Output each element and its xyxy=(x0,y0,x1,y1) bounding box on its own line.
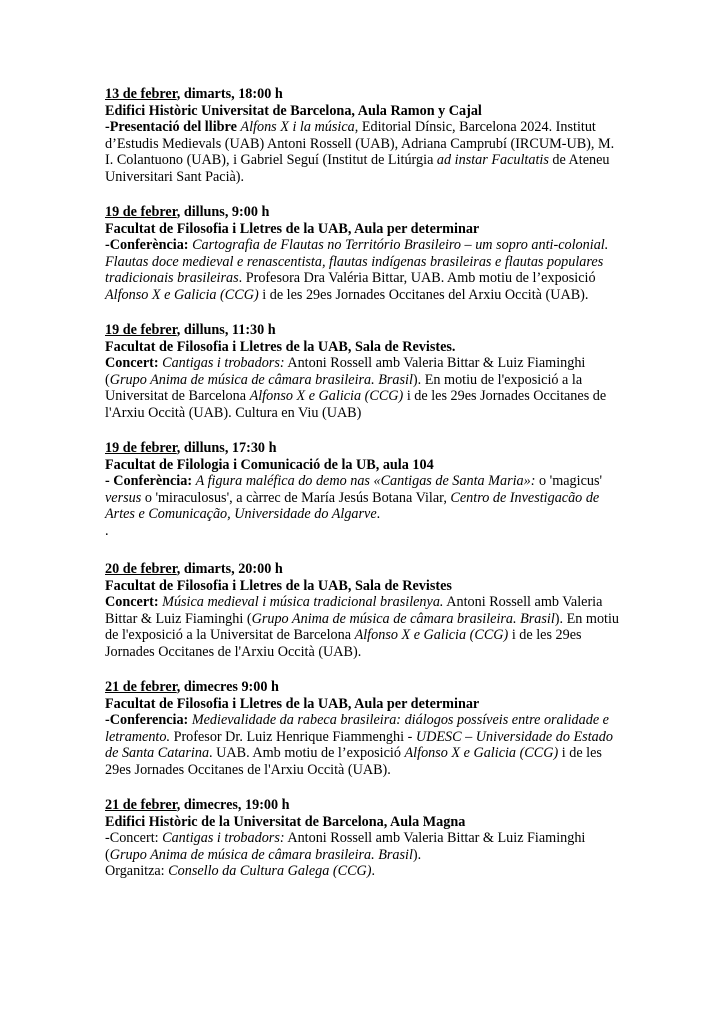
event-date: 21 de febrer xyxy=(105,679,177,695)
event-description xyxy=(105,594,623,660)
event-dateline xyxy=(105,679,623,696)
exhibition-title: Alfonso X e Galicia (CCG) xyxy=(249,388,404,404)
event-entry xyxy=(105,797,623,880)
organizer-name: Consello da Cultura Galega (CCG) xyxy=(168,863,372,879)
event-description xyxy=(105,830,623,863)
event-text: Antoni Rossell amb Valeria Bittar & Luiz Fiaminghi ( xyxy=(105,594,603,627)
event-time: , dilluns, 11:30 h xyxy=(176,322,276,338)
document-page xyxy=(105,86,623,899)
lecture-title: Cartografia de Flautas no Território Brasileiro – um sopro anti-colonial. Flautas doce medieval e renascentista, flautas indígenas brasileiras e flautas populares tradicionais brasileiras xyxy=(105,237,609,286)
event-description xyxy=(105,119,623,185)
event-description xyxy=(105,712,623,778)
event-type-label: - Conferència: xyxy=(105,473,193,489)
lecture-title: Medievalidade da rabeca brasileira: diálogos possíveis entre oralidade e letramento. xyxy=(105,712,609,745)
spacer xyxy=(105,549,623,561)
event-entry xyxy=(105,322,623,421)
event-time: , dilluns, 17:30 h xyxy=(176,440,277,456)
institution-name: Centro de Investigacão de Artes e Comunicação xyxy=(105,489,600,522)
event-text: o 'miraculosus', a càrrec de María Jesús Botana Vilar, xyxy=(141,489,451,506)
concert-title: Música medieval i música tradicional brasilenya. xyxy=(162,594,444,610)
event-time: , dilluns, 9:00 h xyxy=(176,204,270,220)
event-type-label: -Conferència: xyxy=(105,237,189,253)
event-date: 19 de febrer xyxy=(105,322,177,338)
event-dateline xyxy=(105,322,623,339)
organizer-line xyxy=(105,863,623,880)
event-dateline xyxy=(105,204,623,221)
event-entry xyxy=(105,679,623,778)
event-text: Antoni Rossell amb Valeria Bittar & Luiz Fiaminghi ( xyxy=(105,355,586,388)
lecture-title: A figura maléfica do demo nas «Cantigas de Santa Maria»: xyxy=(195,473,536,489)
event-dateline xyxy=(105,797,623,814)
exhibition-title: Alfonso X e Galicia (CCG) xyxy=(404,745,559,761)
event-dateline xyxy=(105,86,623,103)
concert-title: Cantigas i trobadors: xyxy=(162,355,285,371)
event-text: , Editorial Dínsic, Barcelona 2024. Institut d’Estudis Medievals (UAB) Antoni Rossell (UAB), Adriana Camprubí (IRCUM-UB), M. I. Colantuono (UAB), i Gabriel Seguí (Institut de Litúrgia xyxy=(105,119,615,168)
event-venue: Facultat de Filosofia i Lletres de la UAB, Aula per determinar xyxy=(105,220,480,237)
event-text: i de les 29es Jornades Occitanes del Arxiu Occità (UAB). xyxy=(258,286,589,303)
event-date: 19 de febrer xyxy=(105,204,177,220)
event-type-label: -Conferencia: xyxy=(105,712,189,728)
university-name: UDESC – Universidade do Estado de Santa Catarina xyxy=(105,728,613,761)
event-text: i de les 29es Jornades Occitanes de l'Arxiu Occità (UAB). Cultura en Viu (UAB) xyxy=(105,388,607,421)
event-italic-text: versus xyxy=(105,489,142,506)
event-entry xyxy=(105,204,623,303)
event-text: . xyxy=(376,506,381,522)
event-text: Profesor Dr. Luiz Henrique Fiammenghi - xyxy=(170,728,416,745)
ensemble-name: Grupo Anima de música de câmara brasileira. Brasil xyxy=(251,610,555,627)
event-dateline xyxy=(105,561,623,578)
event-text: ). En motiu de l'exposició a la Universitat de Barcelona xyxy=(105,371,583,404)
event-text: o 'magicus' xyxy=(535,473,603,489)
ensemble-name: Grupo Anima de música de câmara brasileira. Brasil xyxy=(109,846,413,863)
event-text: de Ateneu Universitari Sant Pacià). xyxy=(105,152,610,185)
event-text: ). xyxy=(412,846,422,863)
event-venue: Facultat de Filosofia i Lletres de la UAB, Aula per determinar xyxy=(105,695,480,712)
event-text: i de les 29es Jornades Occitanes de l'Arxiu Occità (UAB). xyxy=(105,627,582,660)
organizer-label: Organitza: xyxy=(105,863,169,879)
event-description xyxy=(105,473,623,523)
event-time: , dimecres 9:00 h xyxy=(176,679,279,695)
event-text: Antoni Rossell amb Valeria Bittar & Luiz Fiaminghi ( xyxy=(105,830,586,863)
event-text: i de les 29es Jornades Occitanes de l'Arxiu Occità (UAB). xyxy=(105,745,602,778)
event-time: , dimarts, 20:00 h xyxy=(176,561,283,577)
event-dateline xyxy=(105,440,623,457)
event-description xyxy=(105,355,623,421)
event-entry xyxy=(105,561,623,660)
ensemble-name: Grupo Anima de música de câmara brasileira. Brasil xyxy=(109,371,413,388)
event-venue: Facultat de Filologia i Comunicació de la UB, aula 104 xyxy=(105,456,434,473)
event-text: . xyxy=(371,863,376,879)
university-name: Universidade do Algarve xyxy=(234,506,377,522)
event-text: . UAB. Amb motiu de l’exposició xyxy=(209,745,405,761)
event-type-label: Concert: xyxy=(105,355,159,371)
event-venue: Facultat de Filosofia i Lletres de la UAB, Sala de Revistes xyxy=(105,577,452,594)
concert-title: Cantigas i trobadors: xyxy=(162,830,285,846)
event-italic-text: , xyxy=(227,506,235,522)
event-entry xyxy=(105,440,623,539)
event-venue: Edifici Històric de la Universitat de Barcelona, Aula Magna xyxy=(105,813,466,830)
event-type-label: -Concert: xyxy=(105,830,163,846)
event-venue: Edifici Històric Universitat de Barcelona, Aula Ramon y Cajal xyxy=(105,102,482,119)
event-type-label: Concert: xyxy=(105,594,159,610)
event-date: 21 de febrer xyxy=(105,797,177,813)
exhibition-title: Alfonso X e Galicia (CCG) xyxy=(105,286,259,303)
book-title: Alfons X i la música xyxy=(240,119,355,135)
event-time: , dimarts, 18:00 h xyxy=(176,86,283,102)
exhibition-title: Alfonso X e Galicia (CCG) xyxy=(354,627,509,643)
event-text: ). En motiu de l'exposició a la Universitat de Barcelona xyxy=(105,610,620,643)
event-type-label: -Presentació del llibre xyxy=(105,119,241,135)
event-italic-text: ad instar Facultatis xyxy=(436,152,549,168)
event-entry xyxy=(105,86,623,185)
event-time: , dimecres, 19:00 h xyxy=(176,797,290,813)
event-date: 19 de febrer xyxy=(105,440,177,456)
event-venue: Facultat de Filosofia i Lletres de la UAB, Sala de Revistes. xyxy=(105,338,456,355)
event-date: 13 de febrer xyxy=(105,86,177,102)
event-description xyxy=(105,237,623,303)
stray-period: . xyxy=(105,522,109,539)
event-date: 20 de febrer xyxy=(105,561,177,577)
event-text: . Profesora Dra Valéria Bittar, UAB. Amb motiu de l’exposició xyxy=(238,270,596,286)
